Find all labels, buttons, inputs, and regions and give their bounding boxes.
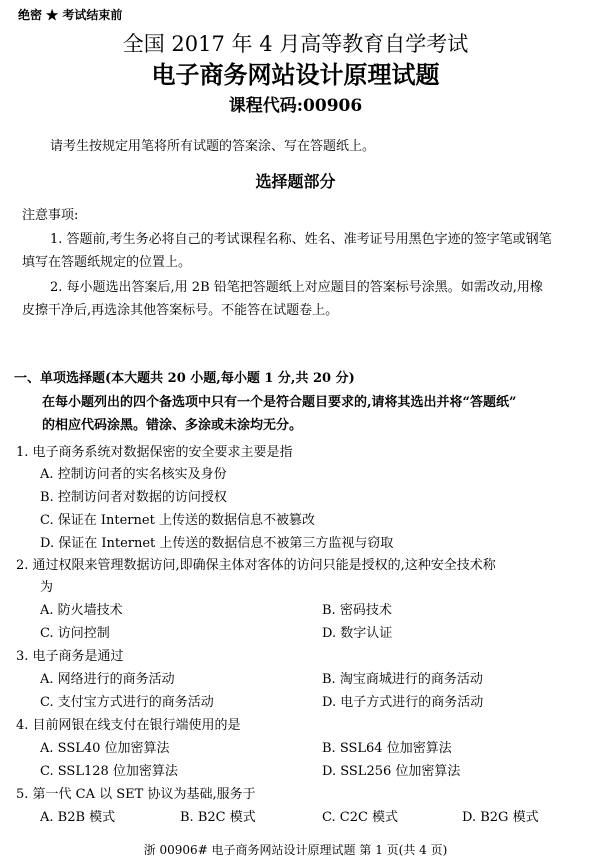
section-title: 选择题部分 [255, 172, 336, 191]
intro-text: 请考生按规定用笔将所有试题的答案涂、写在答题纸上。 [50, 139, 376, 154]
question-3-option-c: C. 支付宝方式进行的商务活动 [40, 695, 214, 710]
question-2-option-d: D. 数字认证 [322, 626, 393, 641]
question-4-stem: 4. 目前网银在线支付在银行端使用的是 [16, 718, 241, 733]
part1-heading: 一、单项选择题(本大题共 20 小题,每小题 1 分,共 20 分) [14, 371, 355, 386]
notes-item-1-cont: 填写在答题纸规定的位置上。 [22, 255, 192, 270]
question-5-option-b: B. B2C 模式 [180, 810, 256, 825]
question-4-option-a: A. SSL40 位加密算法 [40, 741, 170, 756]
part1-desc-2: 的相应代码涂黑。错涂、多涂或未涂均无分。 [42, 418, 303, 433]
question-1-option-d: D. 保证在 Internet 上传送的数据信息不被第三方监视与窃取 [40, 536, 394, 551]
question-3-option-a: A. 网络进行的商务活动 [40, 672, 175, 687]
question-3-option-b: B. 淘宝商城进行的商务活动 [322, 672, 483, 687]
subject-title: 电子商务网站设计原理试题 [151, 60, 440, 89]
question-1-option-a: A. 控制访问者的实名核实及身份 [40, 467, 227, 482]
notes-item-2-cont: 皮擦干净后,再选涂其他答案标号。不能答在试题卷上。 [22, 303, 339, 318]
question-3-option-d: D. 电子方式进行的商务活动 [322, 695, 484, 710]
question-2-option-c: C. 访问控制 [40, 626, 110, 641]
question-2-option-b: B. 密码技术 [322, 603, 392, 618]
part1-desc-1: 在每小题列出的四个备选项中只有一个是符合题目要求的,请将其选出并将“答题纸” [42, 395, 517, 410]
course-code: 课程代码:00906 [228, 96, 363, 116]
question-5-option-c: C. C2C 模式 [322, 810, 399, 825]
question-1-option-c: C. 保证在 Internet 上传送的数据信息不被篡改 [40, 513, 315, 528]
question-2-stem: 2. 通过权限来管理数据访问,即确保主体对客体的访问只能是授权的,这种安全技术称 [16, 558, 496, 573]
question-5-option-d: D. B2G 模式 [462, 810, 539, 825]
page-footer: 浙 00906# 电子商务网站设计原理试题 第 1 页(共 4 页) [143, 843, 448, 857]
question-2-option-a: A. 防火墙技术 [40, 603, 123, 618]
secret-mark: 绝密 ★ 考试结束前 [18, 8, 123, 22]
question-5-stem: 5. 第一代 CA 以 SET 协议为基础,服务于 [16, 787, 256, 802]
question-4-option-b: B. SSL64 位加密算法 [322, 741, 452, 756]
question-4-option-d: D. SSL256 位加密算法 [322, 764, 461, 779]
notes-item-1: 1. 答题前,考生务必将自己的考试课程名称、姓名、准考证号用黑色字迹的签字笔或钢笔 [50, 232, 552, 247]
question-5-option-a: A. B2B 模式 [40, 810, 116, 825]
notes-item-2: 2. 每小题选出答案后,用 2B 铅笔把答题纸上对应题目的答案标号涂黑。如需改动,用橡 [50, 280, 543, 295]
question-3-stem: 3. 电子商务是通过 [16, 649, 124, 664]
question-4-option-c: C. SSL128 位加密算法 [40, 764, 178, 779]
question-2-stem-cont: 为 [40, 580, 54, 595]
question-1-option-b: B. 控制访问者对数据的访问授权 [40, 490, 227, 505]
exam-title: 全国 2017 年 4 月高等教育自学考试 [122, 32, 469, 56]
question-1-stem: 1. 电子商务系统对数据保密的安全要求主要是指 [16, 445, 293, 460]
notes-heading: 注意事项: [22, 208, 79, 223]
